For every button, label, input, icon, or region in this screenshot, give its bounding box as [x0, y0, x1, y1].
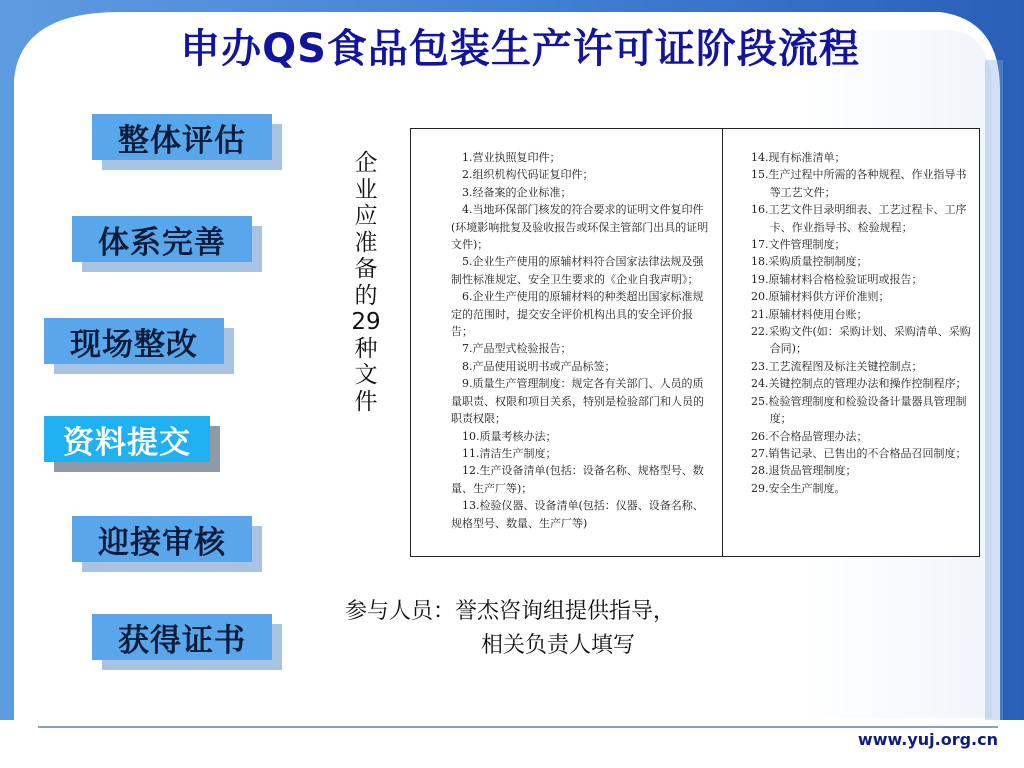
step-document-submission — [44, 416, 210, 462]
step-label: 现场整改 — [44, 318, 224, 364]
step-overall-assessment — [92, 114, 272, 160]
documents-table — [410, 128, 980, 557]
document-item: 10.质量考核办法； — [462, 429, 557, 443]
document-item: 14.现有标准清单； — [751, 151, 846, 164]
step-system-improvement — [72, 216, 252, 262]
page-title: 申办QS食品包装生产许可证阶段流程 — [180, 25, 860, 72]
label-char: 准 — [354, 229, 378, 256]
step-audit-reception — [72, 516, 252, 562]
step-onsite-rectification — [44, 318, 224, 364]
document-item: 21.原辅材料使用台账； — [751, 307, 868, 321]
step-label: 获得证书 — [92, 614, 272, 660]
documents-column-left — [411, 129, 723, 556]
label-char: 业 — [354, 176, 378, 203]
step-obtain-certificate — [92, 614, 272, 660]
document-item: 27.销售记录、已售出的不合格品召回制度； — [751, 446, 967, 460]
document-item: 26.不合格品管理办法； — [751, 429, 868, 443]
document-item: 17.文件管理制度； — [751, 238, 846, 252]
participants-line-2: 相关负责人填写 — [481, 633, 636, 658]
document-item: 25.检验管理制度和检验设备计量器具管理制度； — [751, 394, 967, 426]
label-char: 种 — [354, 335, 378, 362]
step-label: 迎接审核 — [72, 516, 252, 562]
participants-line-1: 参与人员：誉杰咨询组提供指导， — [345, 599, 676, 624]
label-char: 备 — [354, 256, 378, 282]
footer-divider — [38, 726, 998, 728]
step-label: 整体评估 — [92, 114, 272, 160]
documents-column-right — [723, 129, 979, 556]
label-char: 29 — [351, 309, 381, 335]
document-item: 12.生产设备清单(包括：设备名称、规格型号、数量、生产厂等)； — [451, 464, 704, 495]
document-item: 3.经备案的企业标准； — [462, 185, 572, 199]
document-item: 23.工艺流程图及标注关键控制点； — [751, 359, 923, 373]
document-item: 2.组织机构代码证复印件； — [462, 168, 594, 182]
document-item: 20.原辅材料供方评价准则； — [751, 290, 890, 304]
document-item: 22.采购文件(如：采购计划、采购清单、采购合同)； — [751, 325, 971, 356]
document-item: 1.营业执照复印件； — [462, 151, 561, 164]
document-item: 8.产品使用说明书或产品标签； — [462, 359, 616, 373]
label-char: 的 — [354, 282, 378, 309]
document-item: 6.企业生产使用的原辅材料的种类超出国家标准规定的范围时，提交安全评价机构出具的安全评价报告； — [451, 290, 704, 339]
step-label: 资料提交 — [44, 416, 210, 462]
step-label: 体系完善 — [72, 216, 252, 262]
document-item: 24.关键控制点的管理办法和操作控制程序； — [751, 377, 967, 391]
participants-note — [345, 595, 775, 663]
label-char: 企 — [354, 150, 378, 176]
document-item: 11.清洁生产制度； — [462, 446, 557, 460]
footer-url: www.yuj.org.cn — [857, 730, 998, 749]
required-documents-label — [348, 150, 384, 415]
document-item: 4.当地环保部门核发的符合要求的证明文件复印件(环境影响批复及验收报告或环保主管部门出具的证明文件)； — [451, 203, 709, 252]
document-item: 13.检验仪器、设备清单(包括：仪器、设备名称、规格型号、数量、生产厂等) — [451, 499, 704, 530]
document-item: 18.采购质量控制制度； — [751, 255, 868, 269]
document-item: 7.产品型式检验报告； — [462, 342, 572, 356]
document-item: 9.质量生产管理制度：规定各有关部门、人员的质量职责、权限和项目关系，特别是检验部门和人员的职责权限； — [451, 377, 704, 426]
document-item: 5.企业生产使用的原辅材料符合国家法律法规及强制性标准规定、安全卫生要求的《企业自我声明》； — [451, 255, 704, 286]
label-char: 件 — [354, 388, 378, 415]
document-item: 29.安全生产制度。 — [751, 481, 846, 495]
document-item: 19.原辅材料合格检验证明或报告； — [751, 272, 923, 286]
document-item: 16.工艺文件目录明细表、工艺过程卡、工序卡、作业指导书、检验规程； — [751, 203, 967, 234]
label-char: 应 — [354, 203, 378, 229]
document-item: 15.生产过程中所需的各种规程、作业指导书等工艺文件； — [751, 168, 967, 199]
label-char: 文 — [354, 362, 378, 388]
document-item: 28.退货品管理制度； — [751, 464, 857, 478]
